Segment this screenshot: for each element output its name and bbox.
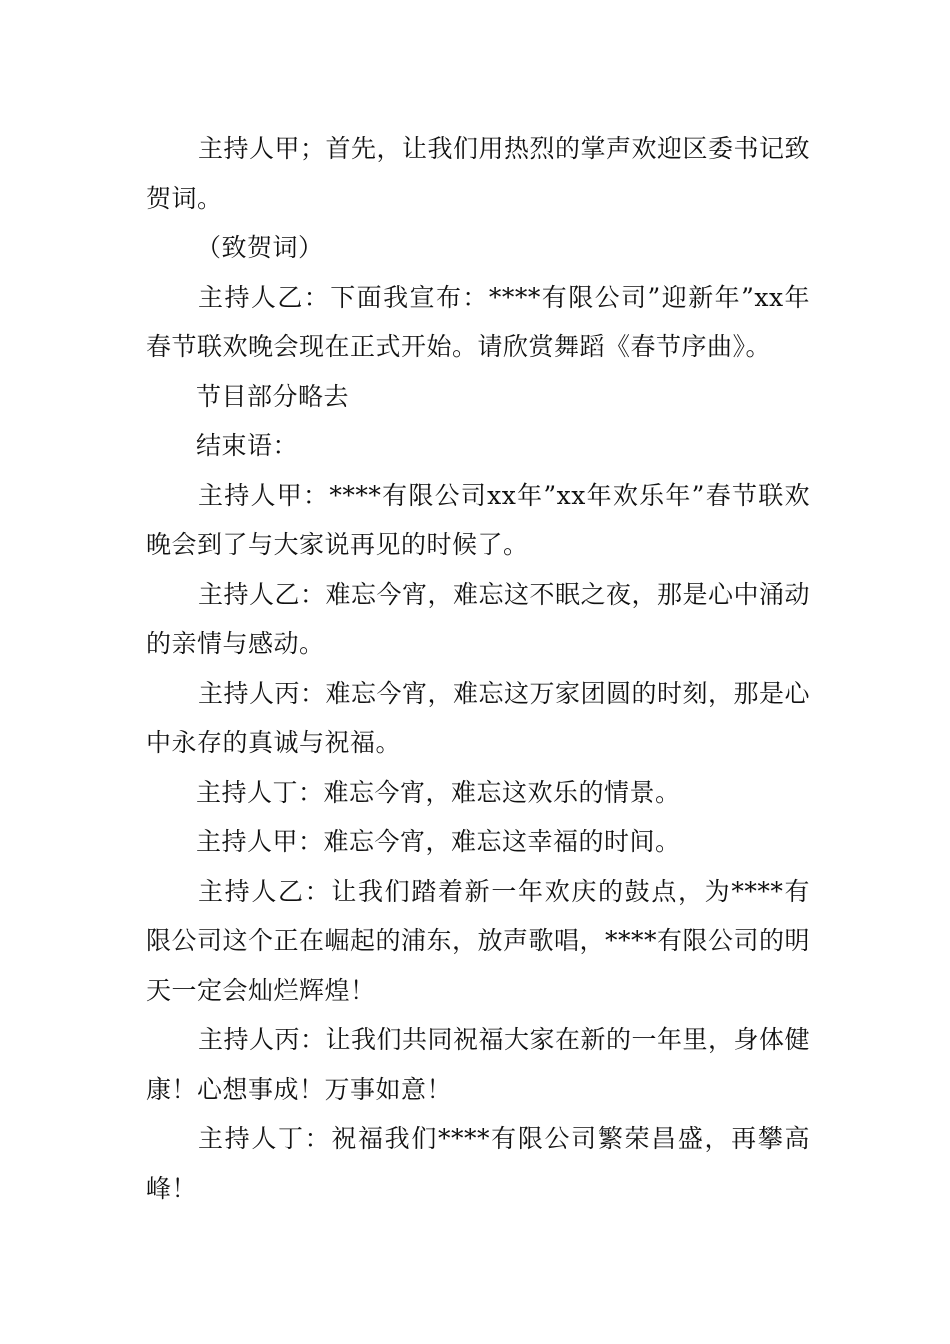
paragraph-5: 结束语： bbox=[196, 431, 299, 460]
paragraph-3: 主持人乙：下面我宣布：****有限公司”迎新年”xx年春节联欢晚会现在正式开始。请欣赏舞蹈《春节序曲》。 bbox=[146, 282, 810, 361]
paragraph-4: 节目部分略去 bbox=[196, 381, 350, 411]
paragraph-10: 主持人甲：难忘今宵，难忘这幸福的时间。 bbox=[196, 827, 681, 856]
paragraph-2: （致贺词） bbox=[196, 233, 324, 262]
paragraph-8: 主持人丙：难忘今宵，难忘这万家团圆的时刻，那是心中永存的真诚与祝福。 bbox=[146, 678, 811, 757]
paragraph-12: 主持人丙：让我们共同祝福大家在新的一年里，身体健康！心想事成！万事如意！ bbox=[146, 1025, 811, 1104]
paragraph-9: 主持人丁：难忘今宵，难忘这欢乐的情景。 bbox=[196, 777, 681, 807]
paragraph-1: 主持人甲；首先，让我们用热烈的掌声欢迎区委书记致贺词。 bbox=[146, 134, 811, 213]
paragraph-13: 主持人丁：祝福我们****有限公司繁荣昌盛，再攀高峰！ bbox=[146, 1124, 810, 1203]
paragraph-6: 主持人甲：****有限公司xx年”xx年欢乐年”春节联欢晚会到了与大家说再见的时候了。 bbox=[146, 480, 810, 559]
document-body bbox=[146, 124, 810, 1213]
paragraph-11: 主持人乙：让我们踏着新一年欢庆的鼓点，为****有限公司这个正在崛起的浦东，放声歌唱，****有限公司的明天一定会灿烂辉煌！ bbox=[146, 876, 811, 1005]
paragraph-7: 主持人乙：难忘今宵，难忘这不眠之夜，那是心中涌动的亲情与感动。 bbox=[146, 579, 811, 658]
